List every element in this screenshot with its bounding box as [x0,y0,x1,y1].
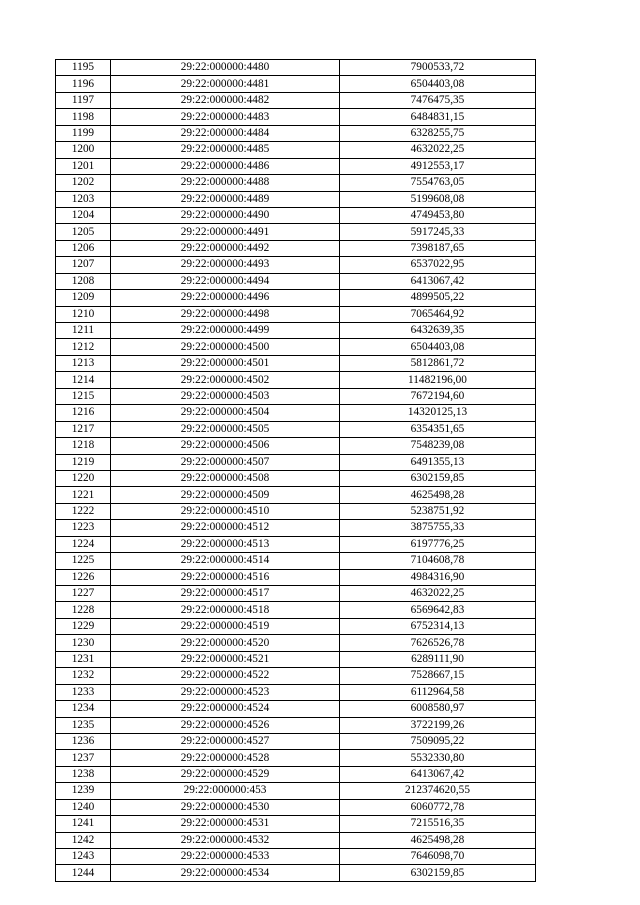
cadastral-number-cell: 29:22:000000:4526 [111,717,340,733]
row-number-cell: 1216 [56,405,111,421]
row-number-cell: 1228 [56,602,111,618]
row-number-cell: 1238 [56,766,111,782]
cadastral-number-cell: 29:22:000000:4501 [111,355,340,371]
cadastral-value-cell: 6504403,08 [340,339,536,355]
cadastral-number-cell: 29:22:000000:4488 [111,175,340,191]
table-row [56,849,536,865]
cadastral-value-cell: 7528667,15 [340,668,536,684]
row-number-cell: 1202 [56,175,111,191]
table-row [56,750,536,766]
table-row [56,618,536,634]
cadastral-value-cell: 4749453,80 [340,207,536,223]
cadastral-value-cell: 6112964,58 [340,684,536,700]
cadastral-value-cell: 7104608,78 [340,553,536,569]
cadastral-number-cell: 29:22:000000:4480 [111,60,340,76]
row-number-cell: 1210 [56,306,111,322]
table-row [56,257,536,273]
cadastral-value-cell: 212374620,55 [340,783,536,799]
row-number-cell: 1226 [56,569,111,585]
table-body [56,60,536,882]
row-number-cell: 1227 [56,586,111,602]
row-number-cell: 1236 [56,733,111,749]
row-number-cell: 1235 [56,717,111,733]
table-row [56,470,536,486]
cadastral-number-cell: 29:22:000000:4504 [111,405,340,421]
cadastral-number-cell: 29:22:000000:4492 [111,240,340,256]
cadastral-value-cell: 7215516,35 [340,816,536,832]
cadastral-value-cell: 6569642,83 [340,602,536,618]
row-number-cell: 1201 [56,158,111,174]
cadastral-value-cell: 6060772,78 [340,799,536,815]
cadastral-number-cell: 29:22:000000:4493 [111,257,340,273]
cadastral-value-cell: 7626526,78 [340,635,536,651]
row-number-cell: 1209 [56,290,111,306]
table-row [56,421,536,437]
cadastral-value-cell: 7398187,65 [340,240,536,256]
row-number-cell: 1234 [56,701,111,717]
cadastral-value-cell: 5812861,72 [340,355,536,371]
table-row [56,290,536,306]
cadastral-number-cell: 29:22:000000:4532 [111,832,340,848]
row-number-cell: 1230 [56,635,111,651]
row-number-cell: 1237 [56,750,111,766]
cadastral-number-cell: 29:22:000000:4528 [111,750,340,766]
table-row [56,224,536,240]
cadastral-number-cell: 29:22:000000:4517 [111,586,340,602]
cadastral-value-cell: 5917245,33 [340,224,536,240]
cadastral-value-cell: 7646098,70 [340,849,536,865]
row-number-cell: 1213 [56,355,111,371]
cadastral-number-cell: 29:22:000000:4519 [111,618,340,634]
table-row [56,142,536,158]
cadastral-value-cell: 7509095,22 [340,733,536,749]
cadastral-value-cell: 6354351,65 [340,421,536,437]
cadastral-number-cell: 29:22:000000:4505 [111,421,340,437]
cadastral-number-cell: 29:22:000000:4529 [111,766,340,782]
table-row [56,438,536,454]
row-number-cell: 1218 [56,438,111,454]
table-row [56,405,536,421]
cadastral-value-cell: 4625498,28 [340,832,536,848]
cadastral-number-cell: 29:22:000000:4527 [111,733,340,749]
cadastral-number-cell: 29:22:000000:4490 [111,207,340,223]
row-number-cell: 1197 [56,92,111,108]
cadastral-value-cell: 7900533,72 [340,60,536,76]
table-row [56,125,536,141]
row-number-cell: 1223 [56,520,111,536]
cadastral-number-cell: 29:22:000000:4485 [111,142,340,158]
cadastral-value-cell: 6328255,75 [340,125,536,141]
cadastral-value-cell: 7065464,92 [340,306,536,322]
table-row [56,832,536,848]
cadastral-value-cell: 7548239,08 [340,438,536,454]
table-row [56,158,536,174]
row-number-cell: 1244 [56,865,111,881]
table-row [56,602,536,618]
cadastral-value-cell: 6008580,97 [340,701,536,717]
cadastral-value-cell: 6432639,35 [340,323,536,339]
table-row [56,306,536,322]
cadastral-number-cell: 29:22:000000:4499 [111,323,340,339]
cadastral-number-cell: 29:22:000000:4531 [111,816,340,832]
row-number-cell: 1200 [56,142,111,158]
cadastral-value-cell: 6302159,85 [340,470,536,486]
row-number-cell: 1232 [56,668,111,684]
table-row [56,865,536,881]
cadastral-value-cell: 7672194,60 [340,388,536,404]
table-row [56,503,536,519]
cadastral-number-cell: 29:22:000000:4482 [111,92,340,108]
cadastral-number-cell: 29:22:000000:4520 [111,635,340,651]
cadastral-value-cell: 4984316,90 [340,569,536,585]
row-number-cell: 1225 [56,553,111,569]
table-row [56,733,536,749]
cadastral-number-cell: 29:22:000000:4518 [111,602,340,618]
row-number-cell: 1217 [56,421,111,437]
table-row [56,339,536,355]
table-row [56,668,536,684]
table-row [56,799,536,815]
cadastral-number-cell: 29:22:000000:4483 [111,109,340,125]
cadastral-number-cell: 29:22:000000:4498 [111,306,340,322]
row-number-cell: 1208 [56,273,111,289]
cadastral-number-cell: 29:22:000000:4491 [111,224,340,240]
cadastral-number-cell: 29:22:000000:4489 [111,191,340,207]
row-number-cell: 1221 [56,487,111,503]
row-number-cell: 1224 [56,536,111,552]
cadastral-number-cell: 29:22:000000:4500 [111,339,340,355]
cadastral-value-cell: 5532330,80 [340,750,536,766]
cadastral-number-cell: 29:22:000000:4512 [111,520,340,536]
cadastral-value-cell: 6413067,42 [340,766,536,782]
table-row [56,76,536,92]
cadastral-number-cell: 29:22:000000:4514 [111,553,340,569]
row-number-cell: 1241 [56,816,111,832]
cadastral-number-cell: 29:22:000000:4508 [111,470,340,486]
table-row [56,569,536,585]
row-number-cell: 1211 [56,323,111,339]
cadastral-number-cell: 29:22:000000:453 [111,783,340,799]
row-number-cell: 1214 [56,372,111,388]
row-number-cell: 1219 [56,454,111,470]
table-row [56,92,536,108]
cadastral-value-cell: 3722199,26 [340,717,536,733]
cadastral-value-cell: 6302159,85 [340,865,536,881]
cadastral-value-cell: 6491355,13 [340,454,536,470]
cadastral-number-cell: 29:22:000000:4521 [111,651,340,667]
cadastral-value-cell: 7554763,05 [340,175,536,191]
table-row [56,536,536,552]
table-row [56,684,536,700]
cadastral-number-cell: 29:22:000000:4516 [111,569,340,585]
row-number-cell: 1206 [56,240,111,256]
table-row [56,487,536,503]
cadastral-value-cell: 7476475,35 [340,92,536,108]
table-row [56,701,536,717]
table-row [56,273,536,289]
row-number-cell: 1231 [56,651,111,667]
table-row [56,783,536,799]
cadastral-value-cell: 4632022,25 [340,142,536,158]
table-row [56,191,536,207]
table-row [56,109,536,125]
cadastral-number-cell: 29:22:000000:4507 [111,454,340,470]
row-number-cell: 1196 [56,76,111,92]
cadastral-number-cell: 29:22:000000:4502 [111,372,340,388]
table-row [56,355,536,371]
row-number-cell: 1220 [56,470,111,486]
cadastral-value-cell: 4632022,25 [340,586,536,602]
cadastral-number-cell: 29:22:000000:4496 [111,290,340,306]
cadastral-value-cell: 5199608,08 [340,191,536,207]
cadastral-value-cell: 4625498,28 [340,487,536,503]
cadastral-number-cell: 29:22:000000:4522 [111,668,340,684]
cadastral-number-cell: 29:22:000000:4509 [111,487,340,503]
table-row [56,240,536,256]
cadastral-number-cell: 29:22:000000:4533 [111,849,340,865]
row-number-cell: 1242 [56,832,111,848]
cadastral-number-cell: 29:22:000000:4530 [111,799,340,815]
row-number-cell: 1239 [56,783,111,799]
cadastral-value-cell: 6752314,13 [340,618,536,634]
cadastral-number-cell: 29:22:000000:4523 [111,684,340,700]
row-number-cell: 1215 [56,388,111,404]
cadastral-number-cell: 29:22:000000:4481 [111,76,340,92]
row-number-cell: 1207 [56,257,111,273]
table-row [56,553,536,569]
row-number-cell: 1229 [56,618,111,634]
row-number-cell: 1198 [56,109,111,125]
row-number-cell: 1195 [56,60,111,76]
cadastral-number-cell: 29:22:000000:4503 [111,388,340,404]
table-row [56,520,536,536]
table-row [56,60,536,76]
table-row [56,388,536,404]
table-row [56,766,536,782]
cadastral-value-cell: 6504403,08 [340,76,536,92]
row-number-cell: 1203 [56,191,111,207]
table-row [56,651,536,667]
row-number-cell: 1205 [56,224,111,240]
cadastral-value-table [55,59,536,882]
cadastral-number-cell: 29:22:000000:4494 [111,273,340,289]
cadastral-value-cell: 6289111,90 [340,651,536,667]
row-number-cell: 1243 [56,849,111,865]
cadastral-value-cell: 3875755,33 [340,520,536,536]
table-row [56,207,536,223]
cadastral-value-cell: 14320125,13 [340,405,536,421]
row-number-cell: 1204 [56,207,111,223]
cadastral-value-cell: 6484831,15 [340,109,536,125]
table-row [56,372,536,388]
cadastral-number-cell: 29:22:000000:4534 [111,865,340,881]
cadastral-number-cell: 29:22:000000:4484 [111,125,340,141]
table-row [56,323,536,339]
row-number-cell: 1222 [56,503,111,519]
cadastral-number-cell: 29:22:000000:4513 [111,536,340,552]
row-number-cell: 1240 [56,799,111,815]
cadastral-value-cell: 6537022,95 [340,257,536,273]
cadastral-number-cell: 29:22:000000:4510 [111,503,340,519]
row-number-cell: 1199 [56,125,111,141]
cadastral-value-cell: 11482196,00 [340,372,536,388]
cadastral-number-cell: 29:22:000000:4524 [111,701,340,717]
table-row [56,454,536,470]
table-row [56,717,536,733]
row-number-cell: 1212 [56,339,111,355]
cadastral-value-cell: 4912553,17 [340,158,536,174]
cadastral-value-cell: 6413067,42 [340,273,536,289]
table-row [56,635,536,651]
cadastral-number-cell: 29:22:000000:4486 [111,158,340,174]
cadastral-value-cell: 5238751,92 [340,503,536,519]
row-number-cell: 1233 [56,684,111,700]
table-row [56,586,536,602]
table-row [56,175,536,191]
cadastral-value-cell: 4899505,22 [340,290,536,306]
table-row [56,816,536,832]
cadastral-value-cell: 6197776,25 [340,536,536,552]
cadastral-number-cell: 29:22:000000:4506 [111,438,340,454]
